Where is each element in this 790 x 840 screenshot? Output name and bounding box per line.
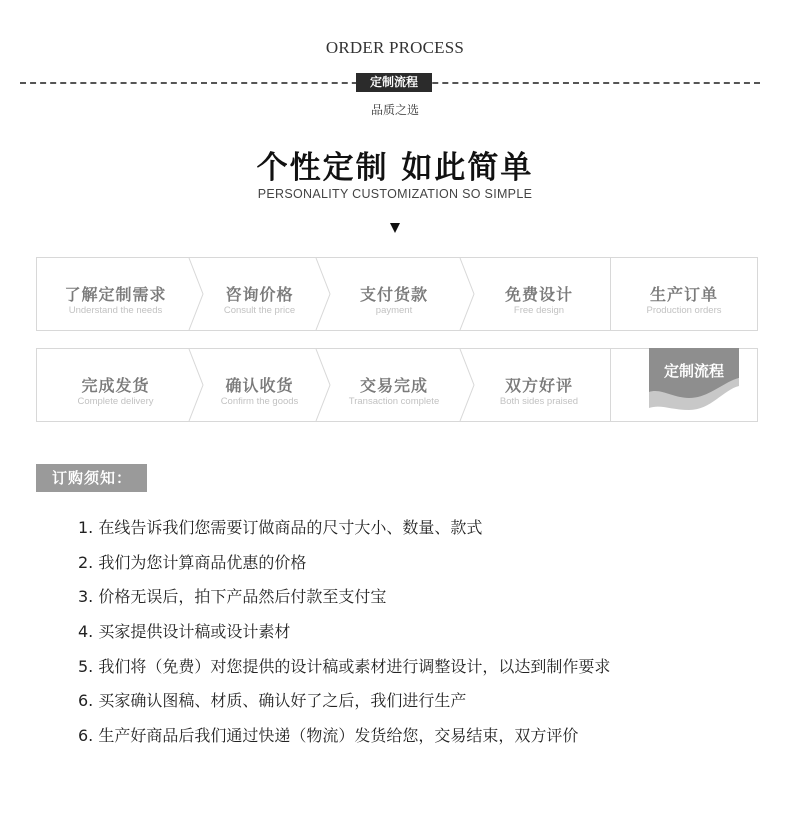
down-arrow-icon	[389, 222, 401, 234]
step-consult-price	[197, 258, 322, 330]
step-transaction-complete	[324, 349, 464, 421]
list-item: 2. 我们为您计算商品优惠的价格	[78, 552, 307, 572]
notice-label: 订购须知：	[36, 464, 147, 492]
process-row-2	[36, 348, 758, 422]
page-headline: 个性定制 如此简单	[256, 150, 534, 186]
notice-list	[78, 515, 758, 758]
page-subheadline: PERSONALITY CUSTOMIZATION SO SIMPLE	[257, 187, 533, 201]
step-complete-delivery	[37, 349, 194, 421]
step-title: 交易完成	[359, 376, 428, 395]
step-divider	[610, 349, 611, 421]
step-title: 确认收货	[225, 376, 294, 395]
step-subtitle: Transaction complete	[348, 396, 440, 407]
list-item: 6. 买家确认图稿、材质、确认好了之后，我们进行生产	[78, 691, 467, 711]
list-item: 1. 在线告诉我们您需要订做商品的尺寸大小、数量、款式	[78, 518, 483, 537]
step-title: 支付货款	[359, 285, 428, 304]
step-understand-needs	[37, 258, 194, 330]
step-title: 了解定制需求	[64, 285, 167, 304]
step-title: 生产订单	[649, 285, 718, 304]
process-row-1	[36, 257, 758, 331]
step-subtitle: Confirm the goods	[220, 396, 299, 407]
step-title: 免费设计	[504, 285, 573, 304]
step-subtitle: Both sides praised	[499, 396, 579, 407]
list-item: 4. 买家提供设计稿或设计素材	[78, 622, 291, 642]
custom-process-badge: 定制流程	[356, 73, 432, 92]
order-process-title: ORDER PROCESS	[325, 38, 465, 57]
step-confirm-goods	[197, 349, 322, 421]
step-title: 双方好评	[504, 376, 573, 395]
step-production-orders	[611, 258, 757, 330]
list-item: 5. 我们将（免费）对您提供的设计稿或素材进行调整设计，以达到制作要求	[78, 656, 611, 676]
step-both-sides-praised	[468, 349, 610, 421]
step-title: 完成发货	[81, 376, 150, 395]
step-subtitle: Production orders	[646, 305, 722, 316]
list-item: 6. 生产好商品后我们通过快递（物流）发货给您，交易结束，双方评价	[78, 726, 579, 746]
ribbon-label: 定制流程	[663, 362, 724, 380]
process-ribbon	[649, 348, 739, 410]
step-subtitle: Complete delivery	[77, 396, 154, 407]
step-subtitle: Consult the price	[223, 305, 296, 316]
list-item: 3. 价格无误后，拍下产品然后付款至支付宝	[78, 587, 387, 607]
step-subtitle: Understand the needs	[68, 305, 163, 316]
step-subtitle: payment	[375, 305, 413, 316]
step-payment	[324, 258, 464, 330]
step-title: 咨询价格	[225, 285, 294, 304]
step-free-design	[468, 258, 610, 330]
step-subtitle: Free design	[513, 305, 565, 316]
quality-tagline: 品质之选	[370, 103, 419, 117]
